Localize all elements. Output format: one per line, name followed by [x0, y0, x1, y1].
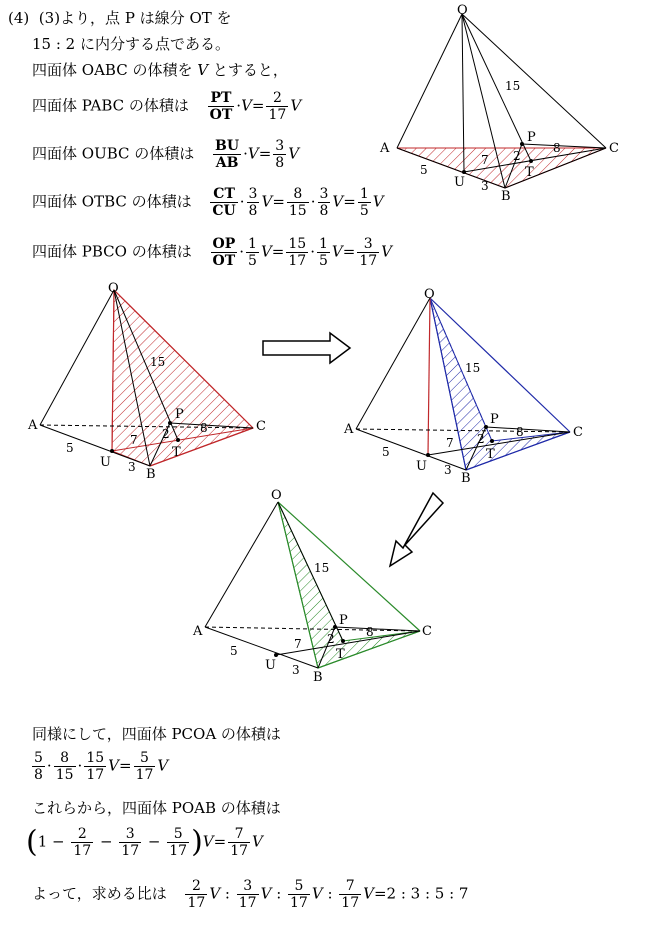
- label-3: 3: [292, 663, 300, 677]
- label-U: U: [100, 455, 111, 470]
- label-C: C: [256, 419, 266, 434]
- vol-pbco: 四面体 PBCO の体積は $\frac{OP}{OT}$ · $\frac{1}{5}$ V= $\frac{15}{17}$ · $\frac{1}{5}$ V= $\frac{3}{17}$ V: [32, 236, 392, 269]
- result-line: よって，求める比は $\frac{2}{17}$ V : $\frac{3}{17}$ V : $\frac{5}{17}$ V : $\frac{7}{17}$ V=2 : 3 : 5 : 7: [32, 878, 469, 911]
- label-U: U: [265, 658, 276, 673]
- figure-pbco: [192, 488, 432, 685]
- base-abc-hatched: [397, 148, 606, 188]
- label-7: 7: [130, 433, 138, 447]
- label-8: 8: [516, 425, 524, 439]
- label-8: 8: [553, 141, 561, 155]
- label-15: 15: [150, 355, 166, 369]
- label-15: 15: [465, 361, 481, 375]
- header-line-3: 四面体 OABC の体積を V とすると，: [32, 61, 288, 79]
- label-A: A: [28, 418, 38, 433]
- label-2: 2: [477, 432, 485, 446]
- figure-otbc: [343, 287, 583, 486]
- poab-formula: (1 − $\frac{2}{17}$ − $\frac{3}{17}$ − $\frac{5}{17}$ )V= $\frac{7}{17}$ V: [26, 824, 263, 860]
- label-2: 2: [513, 149, 521, 163]
- label-5: 5: [382, 445, 390, 459]
- label-U: U: [416, 459, 427, 474]
- label-C: C: [422, 624, 432, 639]
- label-P: P: [175, 407, 184, 422]
- label-P: P: [527, 130, 536, 145]
- label-T: T: [525, 165, 534, 180]
- label-U: U: [454, 175, 465, 190]
- label-A: A: [380, 141, 390, 156]
- label-5: 5: [230, 644, 238, 658]
- vol-oubc: 四面体 OUBC の体積は $\frac{BU}{AB}$ ·V= $\frac{3}{8}$ V: [32, 138, 300, 171]
- label-O: O: [271, 488, 282, 503]
- vol-pabc: 四面体 PABC の体積は $\frac{PT}{OT}$ ·V= $\frac{2}{17}$ V: [32, 90, 302, 123]
- vol-otbc: 四面体 OTBC の体積は $\frac{CT}{CU}$ · $\frac{3}{8}$ V= $\frac{8}{15}$ · $\frac{3}{8}$ V= $\frac{1}{5}$ V: [32, 186, 384, 219]
- label-8: 8: [200, 421, 208, 435]
- label-B: B: [146, 467, 156, 482]
- figure-oubc: [27, 281, 266, 482]
- label-P: P: [339, 613, 348, 628]
- label-A: A: [193, 624, 203, 639]
- label-O: O: [108, 281, 119, 296]
- from-line: これらから，四面体 POAB の体積は: [32, 799, 281, 817]
- label-A: A: [344, 422, 354, 437]
- label-5: 5: [66, 441, 74, 455]
- label-15: 15: [505, 79, 521, 93]
- label-7: 7: [294, 637, 302, 651]
- label-3: 3: [481, 179, 489, 193]
- label-3: 3: [444, 463, 452, 477]
- label-T: T: [336, 647, 345, 662]
- label-B: B: [461, 471, 471, 486]
- arrow-right: [263, 333, 350, 363]
- label-O: O: [457, 3, 468, 18]
- header-line-1: (4) (3)より，点 P は線分 OT を: [8, 9, 232, 27]
- label-T: T: [172, 445, 181, 460]
- figure-pabc: [379, 3, 619, 204]
- header-line-2: 15 : 2 に内分する点である。: [32, 35, 230, 53]
- arrow-down-left: [390, 493, 443, 566]
- label-3: 3: [128, 460, 136, 474]
- label-O: O: [424, 287, 435, 302]
- label-2: 2: [162, 427, 170, 441]
- label-7: 7: [446, 436, 454, 450]
- label-8: 8: [366, 625, 374, 639]
- label-2: 2: [327, 632, 335, 646]
- label-7: 7: [481, 153, 489, 167]
- pcoa-formula: $\frac{5}{8}$ · $\frac{8}{15}$ · $\frac{15}{17}$ V= $\frac{5}{17}$ V: [34, 750, 169, 783]
- label-T: T: [486, 447, 495, 462]
- label-5: 5: [420, 163, 428, 177]
- same-line: 同様にして，四面体 PCOA の体積は: [32, 725, 281, 743]
- label-C: C: [573, 425, 583, 440]
- label-15: 15: [314, 561, 330, 575]
- label-C: C: [609, 141, 619, 156]
- label-B: B: [501, 189, 511, 204]
- label-B: B: [313, 670, 323, 685]
- label-P: P: [490, 412, 499, 427]
